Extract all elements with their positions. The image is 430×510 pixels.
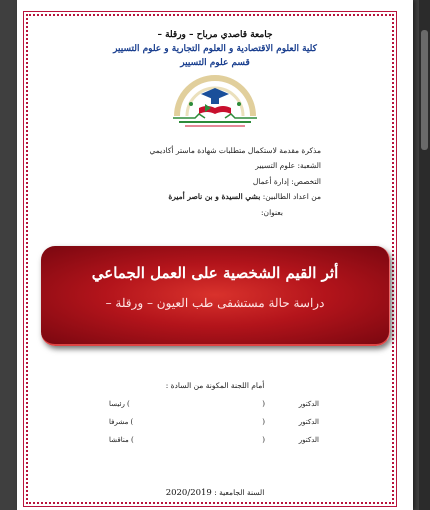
branch-line bbox=[255, 161, 321, 170]
jury-role: ) رئيسا bbox=[109, 400, 130, 408]
specialization-label: التخصص: bbox=[291, 177, 321, 186]
university-name: جامعة قاصدي مرباح – ورقلة – bbox=[157, 30, 273, 40]
jury-bracket: ( bbox=[262, 436, 265, 444]
scrollbar-thumb[interactable] bbox=[421, 30, 428, 150]
thesis-subtitle: دراسة حالة مستشفى طب العيون – ورقلة – bbox=[105, 296, 325, 310]
academic-year bbox=[17, 488, 413, 498]
jury-row bbox=[109, 418, 319, 428]
branch-value: علوم التسيير bbox=[255, 161, 296, 170]
specialization-line bbox=[253, 177, 321, 186]
document-page bbox=[17, 0, 413, 510]
faculty-name: كلية العلوم الاقتصادية و العلوم التجارية و علوم التسيير bbox=[113, 44, 317, 54]
jury-bracket: ( bbox=[262, 400, 265, 408]
jury-row bbox=[109, 400, 319, 410]
branch-label: الشعبة: bbox=[297, 161, 321, 170]
vertical-scrollbar[interactable] bbox=[419, 0, 430, 510]
university-logo-emblem bbox=[165, 74, 265, 132]
jury-role: ) مشرفا bbox=[109, 418, 134, 426]
specialization-value: إدارة أعمال bbox=[252, 177, 289, 186]
jury-row bbox=[109, 436, 319, 446]
jury-title: الدكتور bbox=[298, 400, 319, 408]
thesis-note: مذكرة مقدمة لاستكمال متطلبات شهادة ماستر أكاديمي bbox=[149, 146, 321, 155]
jury-bracket: ( bbox=[262, 418, 265, 426]
jury-heading: أمام اللجنة المكونة من السادة : bbox=[165, 381, 265, 390]
academic-year-value: 2020/2019 bbox=[165, 488, 212, 498]
department-name: قسم علوم التسيير bbox=[180, 58, 250, 68]
academic-year-label: السنة الجامعية : bbox=[214, 488, 265, 497]
entitled-label: بعنوان: bbox=[261, 208, 283, 217]
jury-role: ) مناقشا bbox=[109, 436, 134, 444]
thesis-title: أثر القيم الشخصية على العمل الجماعي bbox=[91, 264, 339, 282]
jury-title: الدكتور bbox=[298, 436, 319, 444]
thesis-title-box bbox=[41, 246, 390, 346]
students-label: من اعداد الطالبين: bbox=[262, 192, 321, 201]
jury-title: الدكتور bbox=[298, 418, 319, 426]
students-line bbox=[168, 192, 321, 201]
students-names: بشي السيدة و بن ناصر أميرة bbox=[168, 192, 261, 201]
